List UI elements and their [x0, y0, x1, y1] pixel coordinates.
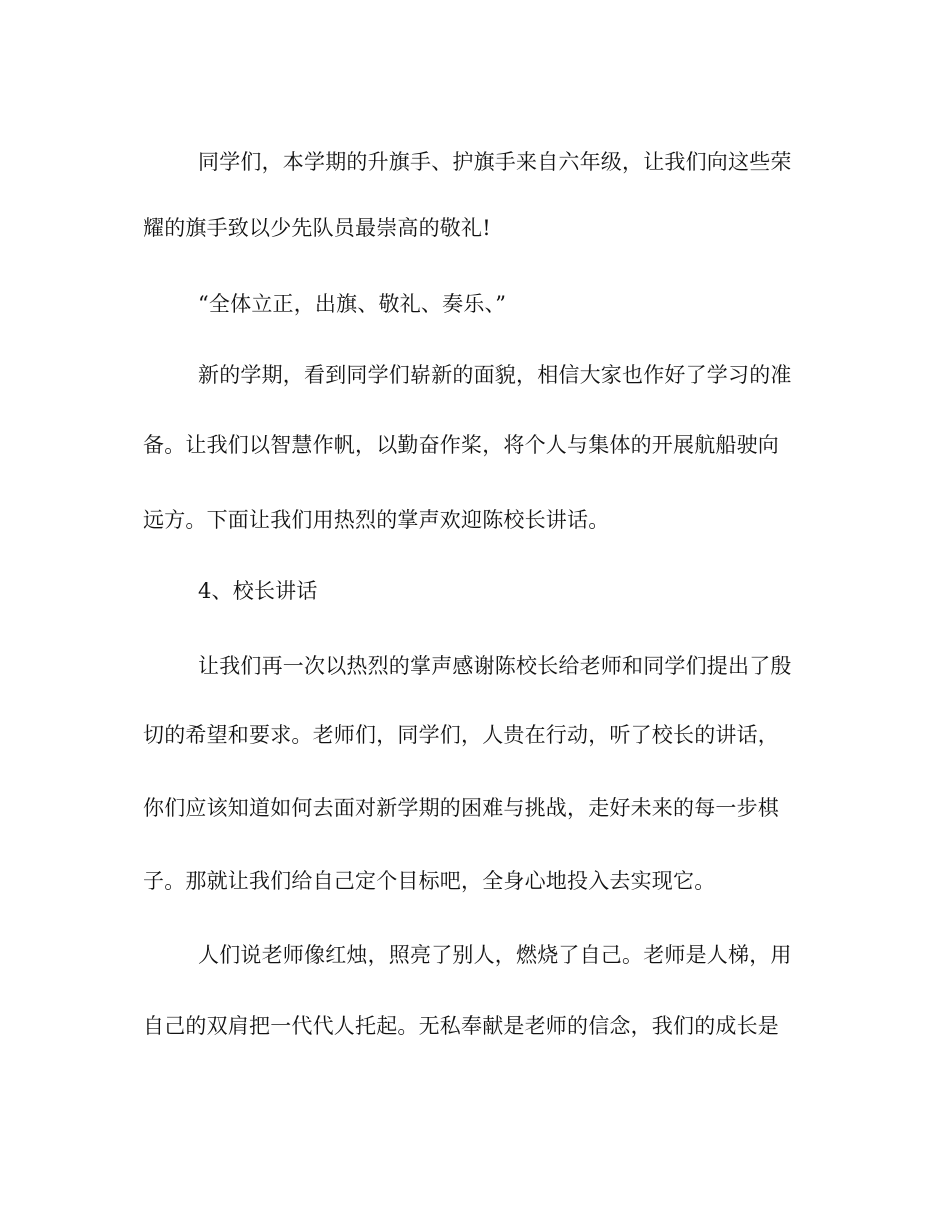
- paragraph-line: 自己的双肩把一代代人托起。无私奉献是老师的信念，我们的成长是: [143, 1014, 779, 1038]
- paragraph-line: 同学们，本学期的升旗手、护旗手来自六年级，让我们向这些荣: [198, 150, 792, 174]
- paragraph-line: 新的学期，看到同学们崭新的面貌，相信大家也作好了学习的准: [198, 363, 792, 387]
- paragraph-line: 人们说老师像红烛，照亮了别人，燃烧了自己。老师是人梯，用: [198, 943, 792, 967]
- paragraph-line: 备。让我们以智慧作帆，以勤奋作桨，将个人与集体的开展航船驶向: [143, 433, 779, 457]
- paragraph-line: 切的希望和要求。老师们，同学们，人贵在行动，听了校长的讲话，: [143, 723, 779, 747]
- paragraph-line: 你们应该知道如何去面对新学期的困难与挑战，走好未来的每一步棋: [143, 796, 779, 820]
- paragraph-line: 让我们再一次以热烈的掌声感谢陈校长给老师和同学们提出了殷: [198, 654, 792, 678]
- paragraph-line: 远方。下面让我们用热烈的掌声欢迎陈校长讲话。: [143, 508, 610, 532]
- paragraph-line: “全体立正，出旗、敬礼、奏乐、”: [198, 292, 507, 316]
- section-heading: 4、校长讲话: [198, 579, 318, 603]
- paragraph-line: 子。那就让我们给自己定个目标吧，全身心地投入去实现它。: [143, 869, 716, 893]
- paragraph-line: 耀的旗手致以少先队员最崇高的敬礼!: [143, 216, 491, 240]
